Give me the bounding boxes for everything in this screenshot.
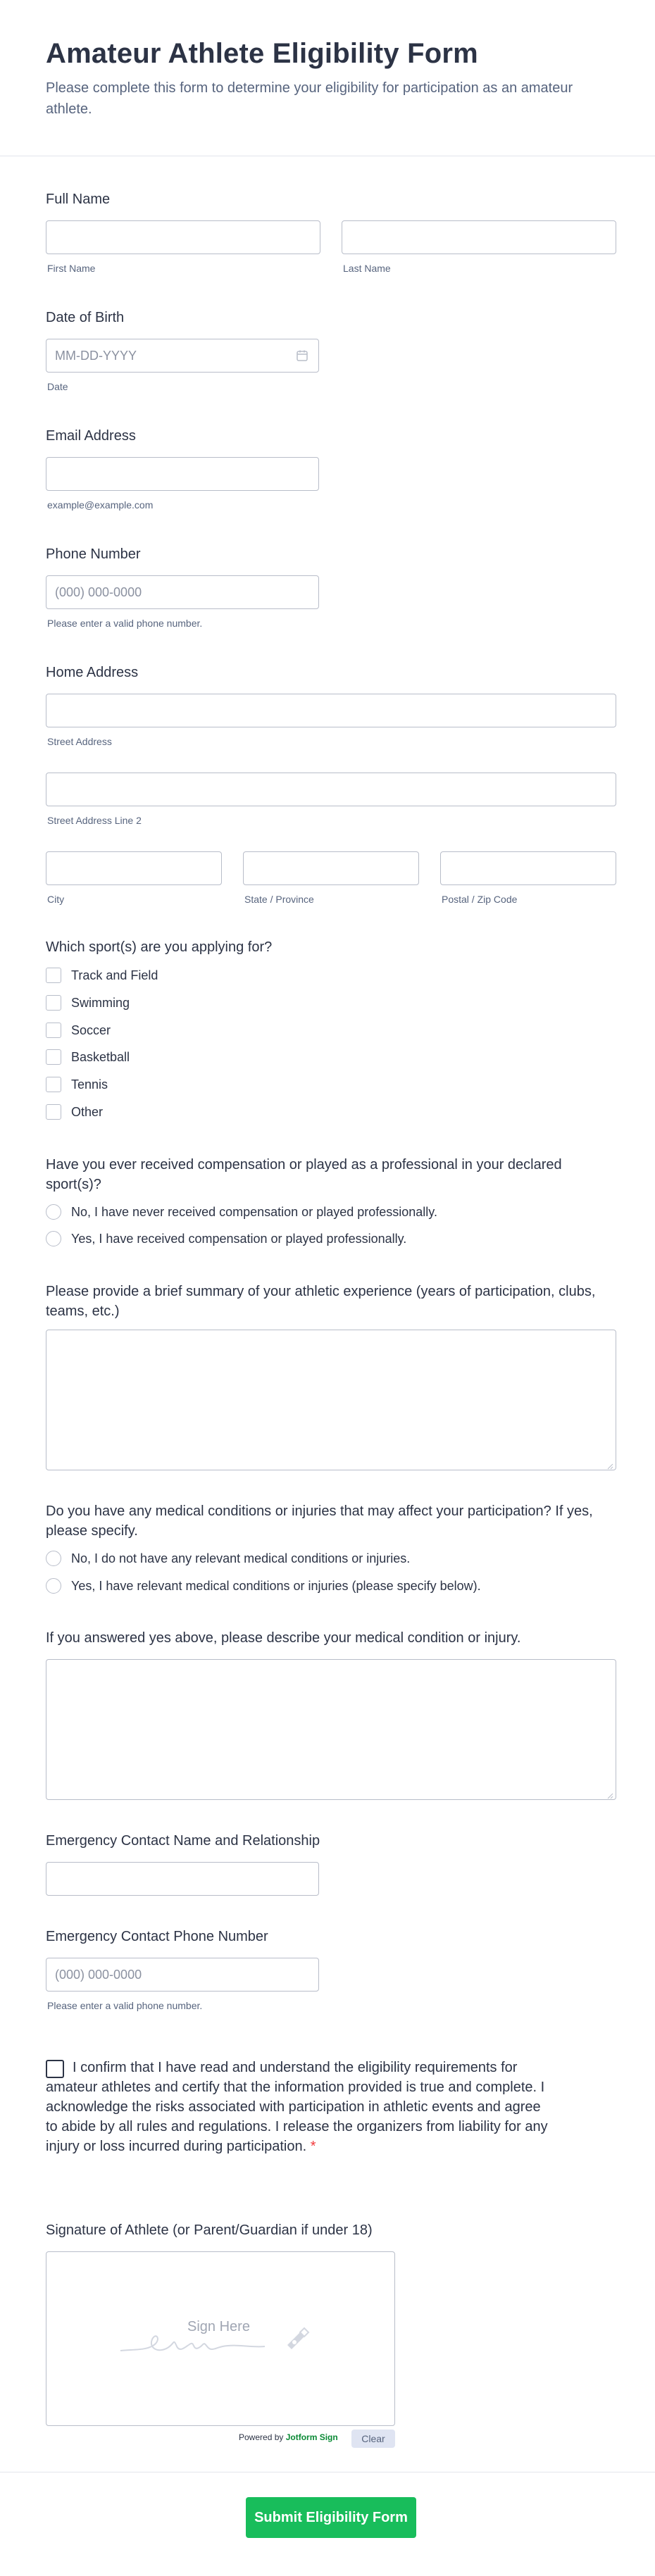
required-asterisk: *: [310, 2139, 316, 2154]
state-input[interactable]: [243, 851, 419, 885]
sports-label: Which sport(s) are you applying for?: [46, 939, 273, 955]
emergency-phone-placeholder: (000) 000-0000: [55, 1968, 142, 1982]
medical-detail-label: If you answered yes above, please describe your medical condition or injury.: [46, 1630, 521, 1646]
last-name-sublabel: Last Name: [343, 263, 391, 274]
dob-placeholder: MM-DD-YYYY: [55, 349, 137, 363]
form-title: Amateur Athlete Eligibility Form: [46, 38, 478, 69]
last-name-input[interactable]: [342, 220, 616, 254]
street-address-sublabel: Street Address: [47, 736, 112, 747]
phone-placeholder: (000) 000-0000: [55, 585, 142, 599]
medical-label: Do you have any medical conditions or injuries that may affect your participation? If yes, please specify.: [46, 1503, 593, 1539]
emergency-name-label: Emergency Contact Name and Relationship: [46, 1833, 320, 1849]
street-address-2-input[interactable]: [46, 773, 616, 806]
zip-sublabel: Postal / Zip Code: [442, 894, 518, 905]
compensation-label: Have you ever received compensation or played as a professional in your declared sport(s)?: [46, 1157, 562, 1192]
full-name-label: Full Name: [46, 192, 111, 207]
emergency-phone-sublabel: Please enter a valid phone number.: [47, 2000, 203, 2011]
sport-option-label: Track and Field: [71, 968, 158, 982]
signature-pad[interactable]: [46, 2251, 395, 2426]
compensation-option-label: No, I have never received compensation or played professionally.: [71, 1205, 437, 1219]
medical-radio-no[interactable]: [46, 1551, 61, 1566]
resize-handle-icon[interactable]: [606, 1461, 613, 1468]
sport-option-label: Other: [71, 1105, 104, 1119]
city-input[interactable]: [46, 851, 222, 885]
resize-handle-icon[interactable]: [606, 1790, 613, 1797]
medical-option-label: No, I do not have any relevant medical conditions or injuries.: [71, 1551, 411, 1565]
calendar-icon[interactable]: [296, 349, 308, 362]
medical-radio-yes[interactable]: [46, 1578, 61, 1594]
first-name-sublabel: First Name: [47, 263, 96, 274]
compensation-radio-no[interactable]: [46, 1204, 61, 1220]
emergency-phone-input[interactable]: [46, 1958, 319, 1992]
jotform-sign-brand: Jotform Sign: [285, 2432, 338, 2442]
sport-option-label: Soccer: [71, 1023, 111, 1037]
form-body: [0, 156, 655, 2576]
email-sublabel: example@example.com: [47, 499, 154, 511]
sport-option-label: Swimming: [71, 996, 130, 1010]
phone-label: Phone Number: [46, 546, 141, 562]
form-header: [0, 0, 655, 156]
compensation-option-label: Yes, I have received compensation or played professionally.: [71, 1232, 407, 1246]
sport-checkbox-soccer[interactable]: [46, 1023, 61, 1038]
powered-by: [239, 2432, 338, 2442]
dob-input[interactable]: [46, 339, 319, 373]
dob-label: Date of Birth: [46, 310, 125, 325]
zip-input[interactable]: [440, 851, 616, 885]
state-sublabel: State / Province: [244, 894, 314, 905]
emergency-phone-label: Emergency Contact Phone Number: [46, 1929, 268, 1944]
experience-label: Please provide a brief summary of your athletic experience (years of participation, clubs, teams, etc.): [46, 1284, 596, 1319]
signature-label: Signature of Athlete (or Parent/Guardian if under 18): [46, 2222, 373, 2238]
clear-signature-button[interactable]: Clear: [351, 2430, 395, 2448]
compensation-radio-yes[interactable]: [46, 1231, 61, 1246]
sport-checkbox-other[interactable]: [46, 1104, 61, 1120]
city-sublabel: City: [47, 894, 65, 905]
sport-checkbox-basketball[interactable]: [46, 1049, 61, 1065]
confirm-text: I confirm that I have read and understand the eligibility requirements for amateur athletes and certify that the information provided is true and complete. I acknowledge the risks associated with participation in athletic events and agree to abide by all rules and regulations. I release the organizers from liability for any injury or loss incurred during participation.: [46, 2060, 548, 2154]
submit-button[interactable]: Submit Eligibility Form: [246, 2497, 416, 2538]
powered-by-prefix: Powered by: [239, 2432, 284, 2442]
phone-input[interactable]: [46, 575, 319, 609]
experience-textarea[interactable]: [46, 1330, 616, 1470]
sign-here-text: Sign Here: [187, 2319, 250, 2334]
email-label: Email Address: [46, 428, 136, 444]
first-name-input[interactable]: [46, 220, 320, 254]
medical-detail-textarea[interactable]: [46, 1659, 616, 1800]
street-address-2-sublabel: Street Address Line 2: [47, 815, 142, 826]
phone-sublabel: Please enter a valid phone number.: [47, 618, 203, 629]
medical-option-label: Yes, I have relevant medical conditions or injuries (please specify below).: [71, 1579, 481, 1593]
sport-option-label: Tennis: [71, 1077, 108, 1092]
address-label: Home Address: [46, 665, 139, 680]
dob-sublabel: Date: [47, 381, 68, 392]
signature-scribble-icon: [117, 2322, 321, 2361]
form-subtitle: Please complete this form to determine your eligibility for participation as an amateur athlete.: [46, 80, 573, 117]
email-input[interactable]: [46, 457, 319, 491]
sport-option-label: Basketball: [71, 1050, 130, 1064]
sport-checkbox-swimming[interactable]: [46, 995, 61, 1011]
emergency-name-input[interactable]: [46, 1862, 319, 1896]
street-address-input[interactable]: [46, 694, 616, 727]
sport-checkbox-tennis[interactable]: [46, 1077, 61, 1092]
sport-checkbox-track[interactable]: [46, 968, 61, 983]
confirm-text-block: [46, 2058, 553, 2156]
